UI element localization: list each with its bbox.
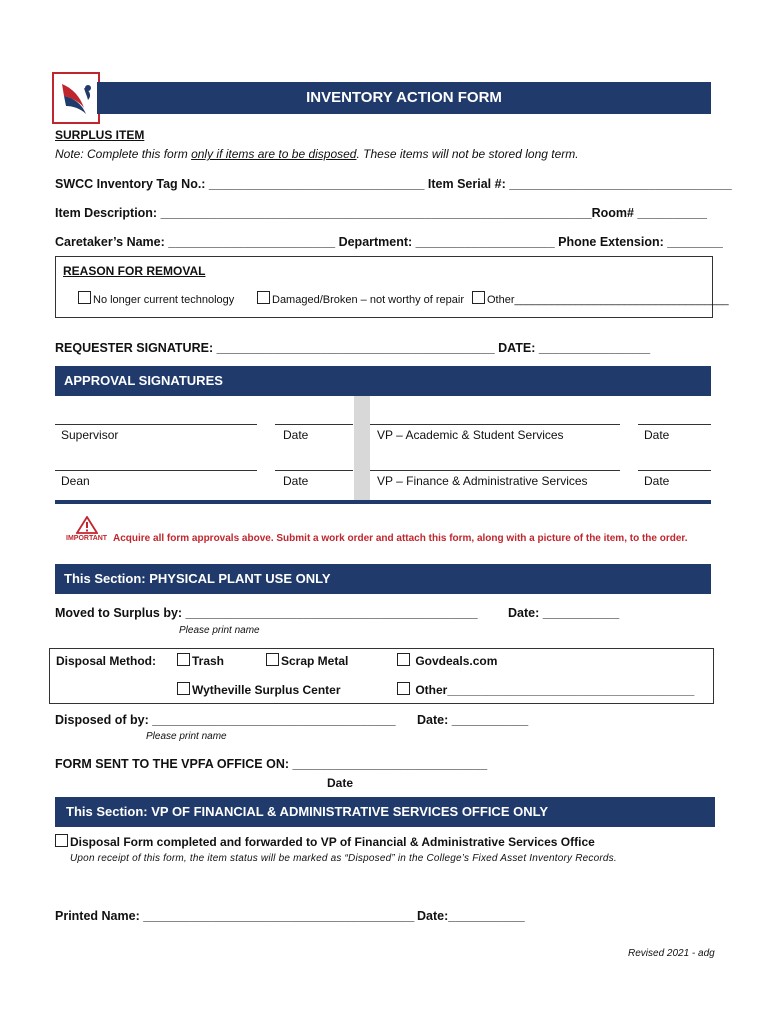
vp-academic-label: VP – Academic & Student Services — [377, 428, 564, 442]
form-sent-date-label: Date — [327, 776, 354, 790]
disposal-option-scrap[interactable] — [266, 653, 348, 668]
checkbox-other[interactable] — [472, 291, 485, 304]
disposed-by-line[interactable]: Disposed of by: ___________________________________ — [55, 713, 396, 727]
important-label: IMPORTANT — [66, 535, 108, 542]
reason-heading: REASON FOR REMOVAL — [63, 264, 206, 278]
disposal-option-other[interactable] — [397, 682, 694, 697]
supervisor-label: Supervisor — [61, 428, 119, 442]
reason-option-other[interactable] — [472, 291, 729, 306]
vp-academic-signature-line[interactable] — [370, 424, 620, 425]
checkbox-forwarded[interactable] — [55, 834, 68, 847]
vp-academic-date-line[interactable] — [638, 424, 711, 425]
approval-divider — [354, 396, 370, 500]
vp-finance-label: VP – Finance & Administrative Services — [377, 474, 588, 488]
form-title-bar — [97, 82, 711, 114]
forwarded-label: Disposal Form completed and forwarded to VP of Financial & Administrative Services Office — [70, 835, 595, 849]
print-name-hint-2: Please print name — [146, 731, 227, 742]
disposal-option-trash[interactable] — [177, 653, 224, 668]
dean-date-label: Date — [283, 474, 309, 488]
disposal-option-wytheville[interactable] — [177, 682, 340, 697]
supervisor-signature-line[interactable] — [55, 424, 257, 425]
form-title: INVENTORY ACTION FORM — [306, 89, 502, 106]
reason-option-damaged[interactable] — [257, 291, 464, 306]
option-label: Wytheville Surplus Center — [192, 683, 341, 697]
note-underlined: only if items are to be disposed — [191, 147, 357, 161]
form-sent-line[interactable]: FORM SENT TO THE VPFA OFFICE ON: ____________________________ — [55, 757, 488, 771]
supervisor-date-line[interactable] — [275, 424, 353, 425]
vp-academic-date-label: Date — [644, 428, 670, 442]
checkbox-other-disposal[interactable] — [397, 682, 410, 695]
surplus-note — [55, 147, 579, 161]
approval-heading: APPROVAL SIGNATURES — [64, 373, 223, 388]
supervisor-date-label: Date — [283, 428, 309, 442]
revision-note: Revised 2021 - adg — [628, 948, 715, 959]
dean-label: Dean — [61, 474, 90, 488]
surplus-heading: SURPLUS ITEM — [55, 128, 145, 142]
vp-office-heading: This Section: VP OF FINANCIAL & ADMINISTRATIVE SERVICES OFFICE ONLY — [66, 804, 549, 819]
vp-finance-date-line[interactable] — [638, 470, 711, 471]
moved-date-line[interactable]: Date: ___________ — [508, 606, 620, 620]
checkbox-scrap-metal[interactable] — [266, 653, 279, 666]
checkbox-damaged[interactable] — [257, 291, 270, 304]
reason-box — [55, 256, 729, 318]
option-label: Govdeals.com — [415, 654, 498, 668]
option-label: Other___________________________________ — [487, 294, 729, 306]
print-name-hint: Please print name — [179, 625, 260, 636]
vp-finance-signature-line[interactable] — [370, 470, 620, 471]
warning-icon — [76, 516, 98, 534]
description-room-line[interactable]: Item Description: ______________________________________________________________Room# __________ — [55, 206, 707, 220]
college-logo — [52, 72, 100, 124]
option-label: Scrap Metal — [281, 654, 349, 668]
vp-forwarded-checkbox-row[interactable] — [55, 834, 595, 849]
requester-signature-line[interactable]: REQUESTER SIGNATURE: ________________________________________ DATE: ________________ — [55, 341, 651, 355]
checkbox-obsolete[interactable] — [78, 291, 91, 304]
moved-to-surplus-line[interactable]: Moved to Surplus by: __________________________________________ — [55, 606, 478, 620]
option-label: Other_____________________________________ — [415, 683, 695, 697]
caretaker-line[interactable]: Caretaker’s Name: ________________________ Department: ____________________ Phone Extension: ________ — [55, 235, 723, 249]
checkbox-trash[interactable] — [177, 653, 190, 666]
approval-heading-bar — [55, 366, 711, 396]
printed-name-line[interactable]: Printed Name: _______________________________________ — [55, 909, 415, 923]
note-prefix: Note: Complete this form — [55, 147, 192, 161]
eagle-logo-icon — [54, 74, 98, 122]
reason-option-obsolete[interactable] — [78, 291, 234, 306]
disposal-option-govdeals[interactable] — [397, 653, 497, 668]
option-label: No longer current technology — [93, 294, 235, 306]
approval-area — [55, 396, 711, 504]
important-notice — [64, 516, 714, 546]
receipt-note: Upon receipt of this form, the item status will be marked as “Disposed” in the College’s Fixed Asset Inventory Records. — [70, 853, 617, 864]
disposal-method-box — [49, 648, 714, 704]
vp-finance-date-label: Date — [644, 474, 670, 488]
dean-date-line[interactable] — [275, 470, 353, 471]
note-suffix: . These items will not be stored long term. — [356, 147, 579, 161]
checkbox-govdeals[interactable] — [397, 653, 410, 666]
option-label: Damaged/Broken – not worthy of repair — [272, 294, 464, 306]
physical-plant-heading-bar — [55, 564, 711, 594]
tag-serial-line[interactable]: SWCC Inventory Tag No.: _______________________________ Item Serial #: ________________________________ — [55, 177, 732, 191]
vp-date-line[interactable]: Date:___________ — [417, 909, 525, 923]
physical-plant-heading: This Section: PHYSICAL PLANT USE ONLY — [64, 571, 331, 586]
dean-signature-line[interactable] — [55, 470, 257, 471]
vp-office-heading-bar — [55, 797, 715, 827]
disposal-method-label: Disposal Method: — [56, 654, 157, 668]
disposed-date-line[interactable]: Date: ___________ — [417, 713, 529, 727]
checkbox-wytheville[interactable] — [177, 682, 190, 695]
option-label: Trash — [192, 654, 225, 668]
important-text: Acquire all form approvals above. Submit a work order and attach this form, along with a picture of the item, to the order. — [113, 533, 688, 544]
